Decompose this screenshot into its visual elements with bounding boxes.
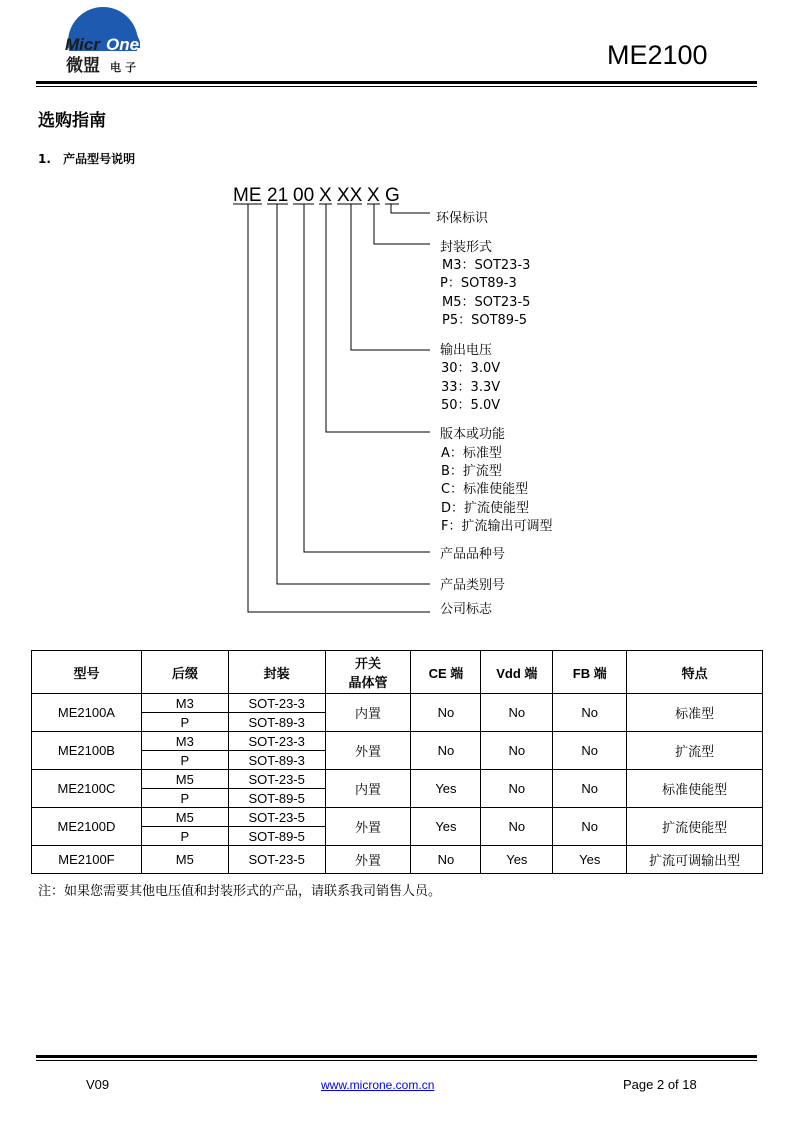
- code-package: X: [367, 185, 380, 206]
- product-title: ME2100: [607, 40, 708, 70]
- leader-voltage: [351, 204, 430, 350]
- cell-ce: Yes: [411, 770, 481, 808]
- cell-feature: 扩流可调输出型: [627, 846, 763, 874]
- cell-ce: Yes: [411, 808, 481, 846]
- cell-model: ME2100C: [32, 770, 142, 808]
- footer-rule-thin: [36, 1060, 757, 1061]
- logo-cn-small: 电子: [110, 61, 140, 74]
- cell-package: SOT-23-3: [228, 694, 325, 713]
- leader-version: [326, 204, 430, 432]
- cell-suffix: M5: [141, 808, 228, 827]
- table-header-row: [32, 651, 763, 694]
- cell-ce: No: [411, 732, 481, 770]
- subsection-title: 产品型号说明: [63, 152, 136, 166]
- leader-company: [248, 204, 430, 612]
- cell-fb: No: [553, 770, 627, 808]
- label-version-title: 版本或功能: [440, 427, 506, 442]
- cell-feature: 标准使能型: [627, 770, 763, 808]
- table-row: [32, 770, 763, 789]
- label-category: 产品类别号: [440, 578, 506, 593]
- table-row: [32, 694, 763, 713]
- cell-model: ME2100A: [32, 694, 142, 732]
- cell-suffix: M3: [141, 732, 228, 751]
- cell-package: SOT-89-3: [228, 713, 325, 732]
- cell-package: SOT-23-5: [228, 808, 325, 827]
- label-package-item: P5：SOT89-5: [442, 313, 528, 328]
- cell-suffix: M5: [141, 770, 228, 789]
- cell-vdd: No: [481, 732, 553, 770]
- cell-ce: No: [411, 846, 481, 874]
- cell-vdd: No: [481, 770, 553, 808]
- label-version-item: F：扩流输出可调型: [441, 519, 553, 534]
- col-header-switch: [325, 651, 411, 694]
- leader-lines: [248, 204, 430, 612]
- label-package-title: 封装形式: [440, 240, 493, 255]
- cell-switch: 内置: [325, 770, 411, 808]
- cell-vdd: Yes: [481, 846, 553, 874]
- code-00: 00: [293, 185, 315, 206]
- footer-rule-thick: [36, 1055, 757, 1058]
- label-package-item: M5：SOT23-5: [442, 295, 531, 310]
- col-header-vdd: Vdd 端: [481, 651, 553, 694]
- col-header-feature: 特点: [627, 651, 763, 694]
- logo-one: One: [106, 35, 140, 54]
- leader-variety: [304, 204, 430, 552]
- cell-package: SOT-23-5: [228, 770, 325, 789]
- table-row: [32, 846, 763, 874]
- code-version: X: [319, 185, 332, 206]
- label-package-item: P：SOT89-3: [440, 276, 517, 291]
- cell-model: ME2100D: [32, 808, 142, 846]
- footer-version: V09: [86, 1077, 110, 1092]
- col-header-suffix: 后缀: [141, 651, 228, 694]
- cell-fb: No: [553, 732, 627, 770]
- cell-suffix: P: [141, 751, 228, 770]
- cell-feature: 标准型: [627, 694, 763, 732]
- cell-feature: 扩流使能型: [627, 808, 763, 846]
- cell-fb: Yes: [553, 846, 627, 874]
- col-header-model: 型号: [32, 651, 142, 694]
- table-note: 注：如果您需要其他电压值和封装形式的产品，请联系我司销售人员。: [38, 884, 442, 899]
- code-green: G: [385, 185, 400, 206]
- label-voltage-item: 50：5.0V: [441, 398, 501, 413]
- footer-page-number: Page 2 of 18: [623, 1077, 697, 1092]
- cell-fb: No: [553, 808, 627, 846]
- code-me: ME: [233, 185, 262, 206]
- cell-package: SOT-89-5: [228, 789, 325, 808]
- cell-vdd: No: [481, 694, 553, 732]
- col-header-fb: FB 端: [553, 651, 627, 694]
- cell-switch: 外置: [325, 732, 411, 770]
- cell-switch: 内置: [325, 694, 411, 732]
- cell-suffix: P: [141, 827, 228, 846]
- col-header-package: 封装: [228, 651, 325, 694]
- logo-micr: Micr: [65, 35, 100, 54]
- cell-suffix: P: [141, 789, 228, 808]
- code-voltage: XX: [337, 185, 363, 206]
- label-company: 公司标志: [440, 602, 493, 617]
- table-row: [32, 732, 763, 751]
- footer-website-link[interactable]: www.microne.com.cn: [321, 1078, 435, 1092]
- cell-suffix: P: [141, 713, 228, 732]
- cell-model: ME2100B: [32, 732, 142, 770]
- cell-switch: 外置: [325, 808, 411, 846]
- table-row: [32, 808, 763, 827]
- label-version-item: B：扩流型: [441, 464, 502, 479]
- col-header-switch-line2: 晶体管: [348, 675, 388, 690]
- selection-table: [31, 650, 763, 874]
- cell-suffix: M5: [141, 846, 228, 874]
- subsection-number: 1.: [38, 152, 51, 166]
- cell-package: SOT-23-5: [228, 846, 325, 874]
- col-header-ce: CE 端: [411, 651, 481, 694]
- label-package-item: M3：SOT23-3: [442, 258, 531, 273]
- cell-vdd: No: [481, 808, 553, 846]
- label-green: 环保标识: [436, 211, 489, 226]
- cell-package: SOT-89-3: [228, 751, 325, 770]
- label-version-item: C：标准使能型: [441, 482, 529, 497]
- cell-fb: No: [553, 694, 627, 732]
- label-version-item: D：扩流使能型: [441, 501, 530, 516]
- logo-cn-big: 微盟: [66, 56, 100, 76]
- cell-package: SOT-89-5: [228, 827, 325, 846]
- cell-package: SOT-23-3: [228, 732, 325, 751]
- cell-suffix: M3: [141, 694, 228, 713]
- label-variety: 产品品种号: [440, 547, 506, 562]
- label-voltage-item: 33：3.3V: [441, 380, 501, 395]
- code-21: 21: [267, 185, 289, 206]
- label-voltage-title: 输出电压: [440, 343, 493, 358]
- label-voltage-item: 30：3.0V: [441, 361, 501, 376]
- cell-feature: 扩流型: [627, 732, 763, 770]
- leader-category: [277, 204, 430, 584]
- cell-ce: No: [411, 694, 481, 732]
- leader-package: [374, 204, 430, 244]
- col-header-switch-line1: 开关: [355, 656, 382, 671]
- section-title: 选购指南: [38, 111, 106, 131]
- label-version-item: A：标准型: [441, 446, 502, 461]
- cell-model: ME2100F: [32, 846, 142, 874]
- cell-switch: 外置: [325, 846, 411, 874]
